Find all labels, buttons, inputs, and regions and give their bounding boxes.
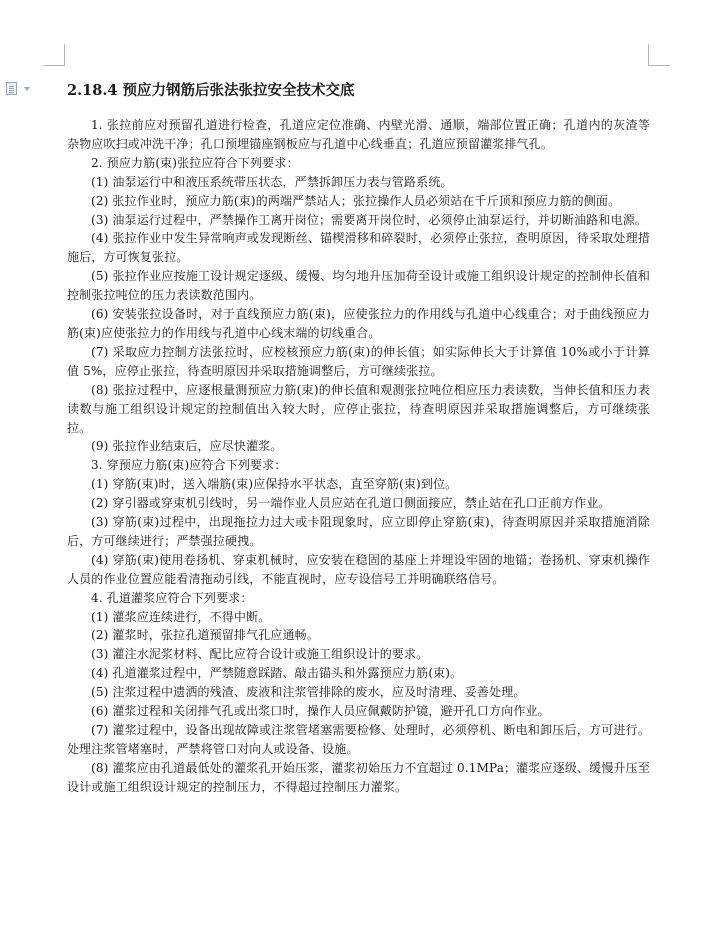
paragraph: (1) 灌浆应连续进行，不得中断。 — [91, 609, 271, 624]
paragraph: (2) 灌浆时，张拉孔道预留排气孔应通畅。 — [91, 628, 319, 643]
paragraph: 3. 穿预应力筋(束)应符合下列要求： — [91, 458, 287, 473]
paragraph: (7) 采取应力控制方法张拉时，应校核预应力筋(束)的伸长值；如实际伸长大于计算值 10%或小于计算值 5%，应停止张拉，待查明原因并采取措施调整后，方可继续张拉。 — [67, 344, 650, 378]
paragraph: (6) 灌浆过程和关闭排气孔或出浆口时，操作人员应佩戴防护镜，避开孔口方向作业。 — [91, 704, 550, 719]
paragraph: 4. 孔道灌浆应符合下列要求： — [91, 590, 253, 605]
paragraph: (3) 油泵运行过程中，严禁操作工离开岗位；需要离开岗位时，必须停止油泵运行，并切断油路和电源。 — [91, 212, 648, 227]
chevron-down-icon[interactable] — [24, 87, 30, 91]
paragraph: (1) 油泵运行中和液压系统带压状态，严禁拆卸压力表与管路系统。 — [91, 174, 453, 189]
paragraph: (4) 孔道灌浆过程中，严禁随意踩踏、敲击锚头和外露预应力筋(束)。 — [91, 666, 463, 681]
paragraph: (8) 张拉过程中，应逐根量测预应力筋(束)的伸长值和观测张拉吨位相应压力表读数，当伸长值和压力表读数与施工组织设计规定的控制值出入较大时，应停止张拉，待查明原因并采取措施调整后，方可继续张拉。 — [67, 382, 650, 435]
crop-mark-top-left-horizontal — [43, 65, 65, 66]
paragraph: (5) 注浆过程中遗洒的残渣、废液和注浆管排除的废水，应及时清理、妥善处理。 — [91, 685, 526, 700]
paragraph: (1) 穿筋(束)时，送入端筋(束)应保持水平状态，直至穿筋(束)到位。 — [91, 477, 458, 492]
paragraph: (8) 灌浆应由孔道最低处的灌浆孔开始压浆，灌浆初始压力不宜超过 0.1MPa；灌浆应逐级、缓慢升压至设计或施工组织设计规定的控制压力，不得超过控制压力灌浆。 — [67, 760, 650, 794]
paragraph: (4) 张拉作业中发生异常响声或发现断丝、锚楔滑移和碎裂时，必须停止张拉，查明原因，待采取处理措施后，方可恢复张拉。 — [67, 231, 650, 265]
section-heading: 2.18.4 预应力钢筋后张法张拉安全技术交底 — [67, 82, 355, 99]
paragraph: 1. 张拉前应对预留孔道进行检查，孔道应定位准确、内壁光滑、通顺，端部位置正确；孔道内的灰渣等杂物应吹扫或冲洗干净；孔口预埋锚座钢板应与孔道中心线垂直；孔道应预留灌浆排气孔。 — [67, 118, 650, 151]
document-outline-icon[interactable] — [6, 82, 17, 95]
paragraph: (7) 灌浆过程中，设备出现故障或注浆管堵塞需要检修、处理时，必须停机、断电和卸压后，方可进行。处理注浆管堵塞时，严禁将管口对向人或设备、设施。 — [67, 723, 650, 756]
crop-mark-top-right-vertical — [648, 44, 649, 65]
paragraph: (2) 张拉作业时，预应力筋(束)的两端严禁站人；张拉操作人员必须站在千斤顶和预应力筋的侧面。 — [91, 193, 621, 208]
paragraph-list — [67, 116, 650, 797]
document-body — [67, 80, 650, 797]
paragraph: (3) 灌注水泥浆材料、配比应符合设计或施工组织设计的要求。 — [91, 647, 429, 662]
paragraph: (2) 穿引器或穿束机引线时，另一端作业人员应站在孔道口侧面接应，禁止站在孔口正前方作业。 — [91, 496, 611, 511]
paragraph: (5) 张拉作业应按施工设计规定逐级、缓慢、均匀地升压加荷至设计或施工组织设计规定的控制伸长值和控制张拉吨位的压力表读数范围内。 — [67, 269, 650, 303]
crop-mark-top-right-horizontal — [648, 65, 670, 66]
paragraph: 2. 预应力筋(束)张拉应符合下列要求： — [91, 155, 299, 170]
paragraph: (4) 穿筋(束)使用卷扬机、穿束机械时，应安装在稳固的基座上并埋设牢固的地锚；卷扬机、穿束机操作人员的作业位置应能看清拖动引线，不能直视时，应专设信号工并明确联络信号。 — [67, 552, 650, 586]
crop-mark-top-left-vertical — [64, 44, 65, 65]
paragraph: (6) 安装张拉设备时，对于直线预应力筋(束)，应使张拉力的作用线与孔道中心线重合；对于曲线预应力筋(束)应使张拉力的作用线与孔道中心线末端的切线重合。 — [67, 307, 650, 340]
paragraph: (3) 穿筋(束)过程中，出现拖拉力过大或卡阻现象时，应立即停止穿筋(束)，待查明原因并采取措施消除后，方可继续进行；严禁强拉硬拽。 — [67, 515, 650, 548]
paragraph: (9) 张拉作业结束后，应尽快灌浆。 — [91, 439, 283, 454]
